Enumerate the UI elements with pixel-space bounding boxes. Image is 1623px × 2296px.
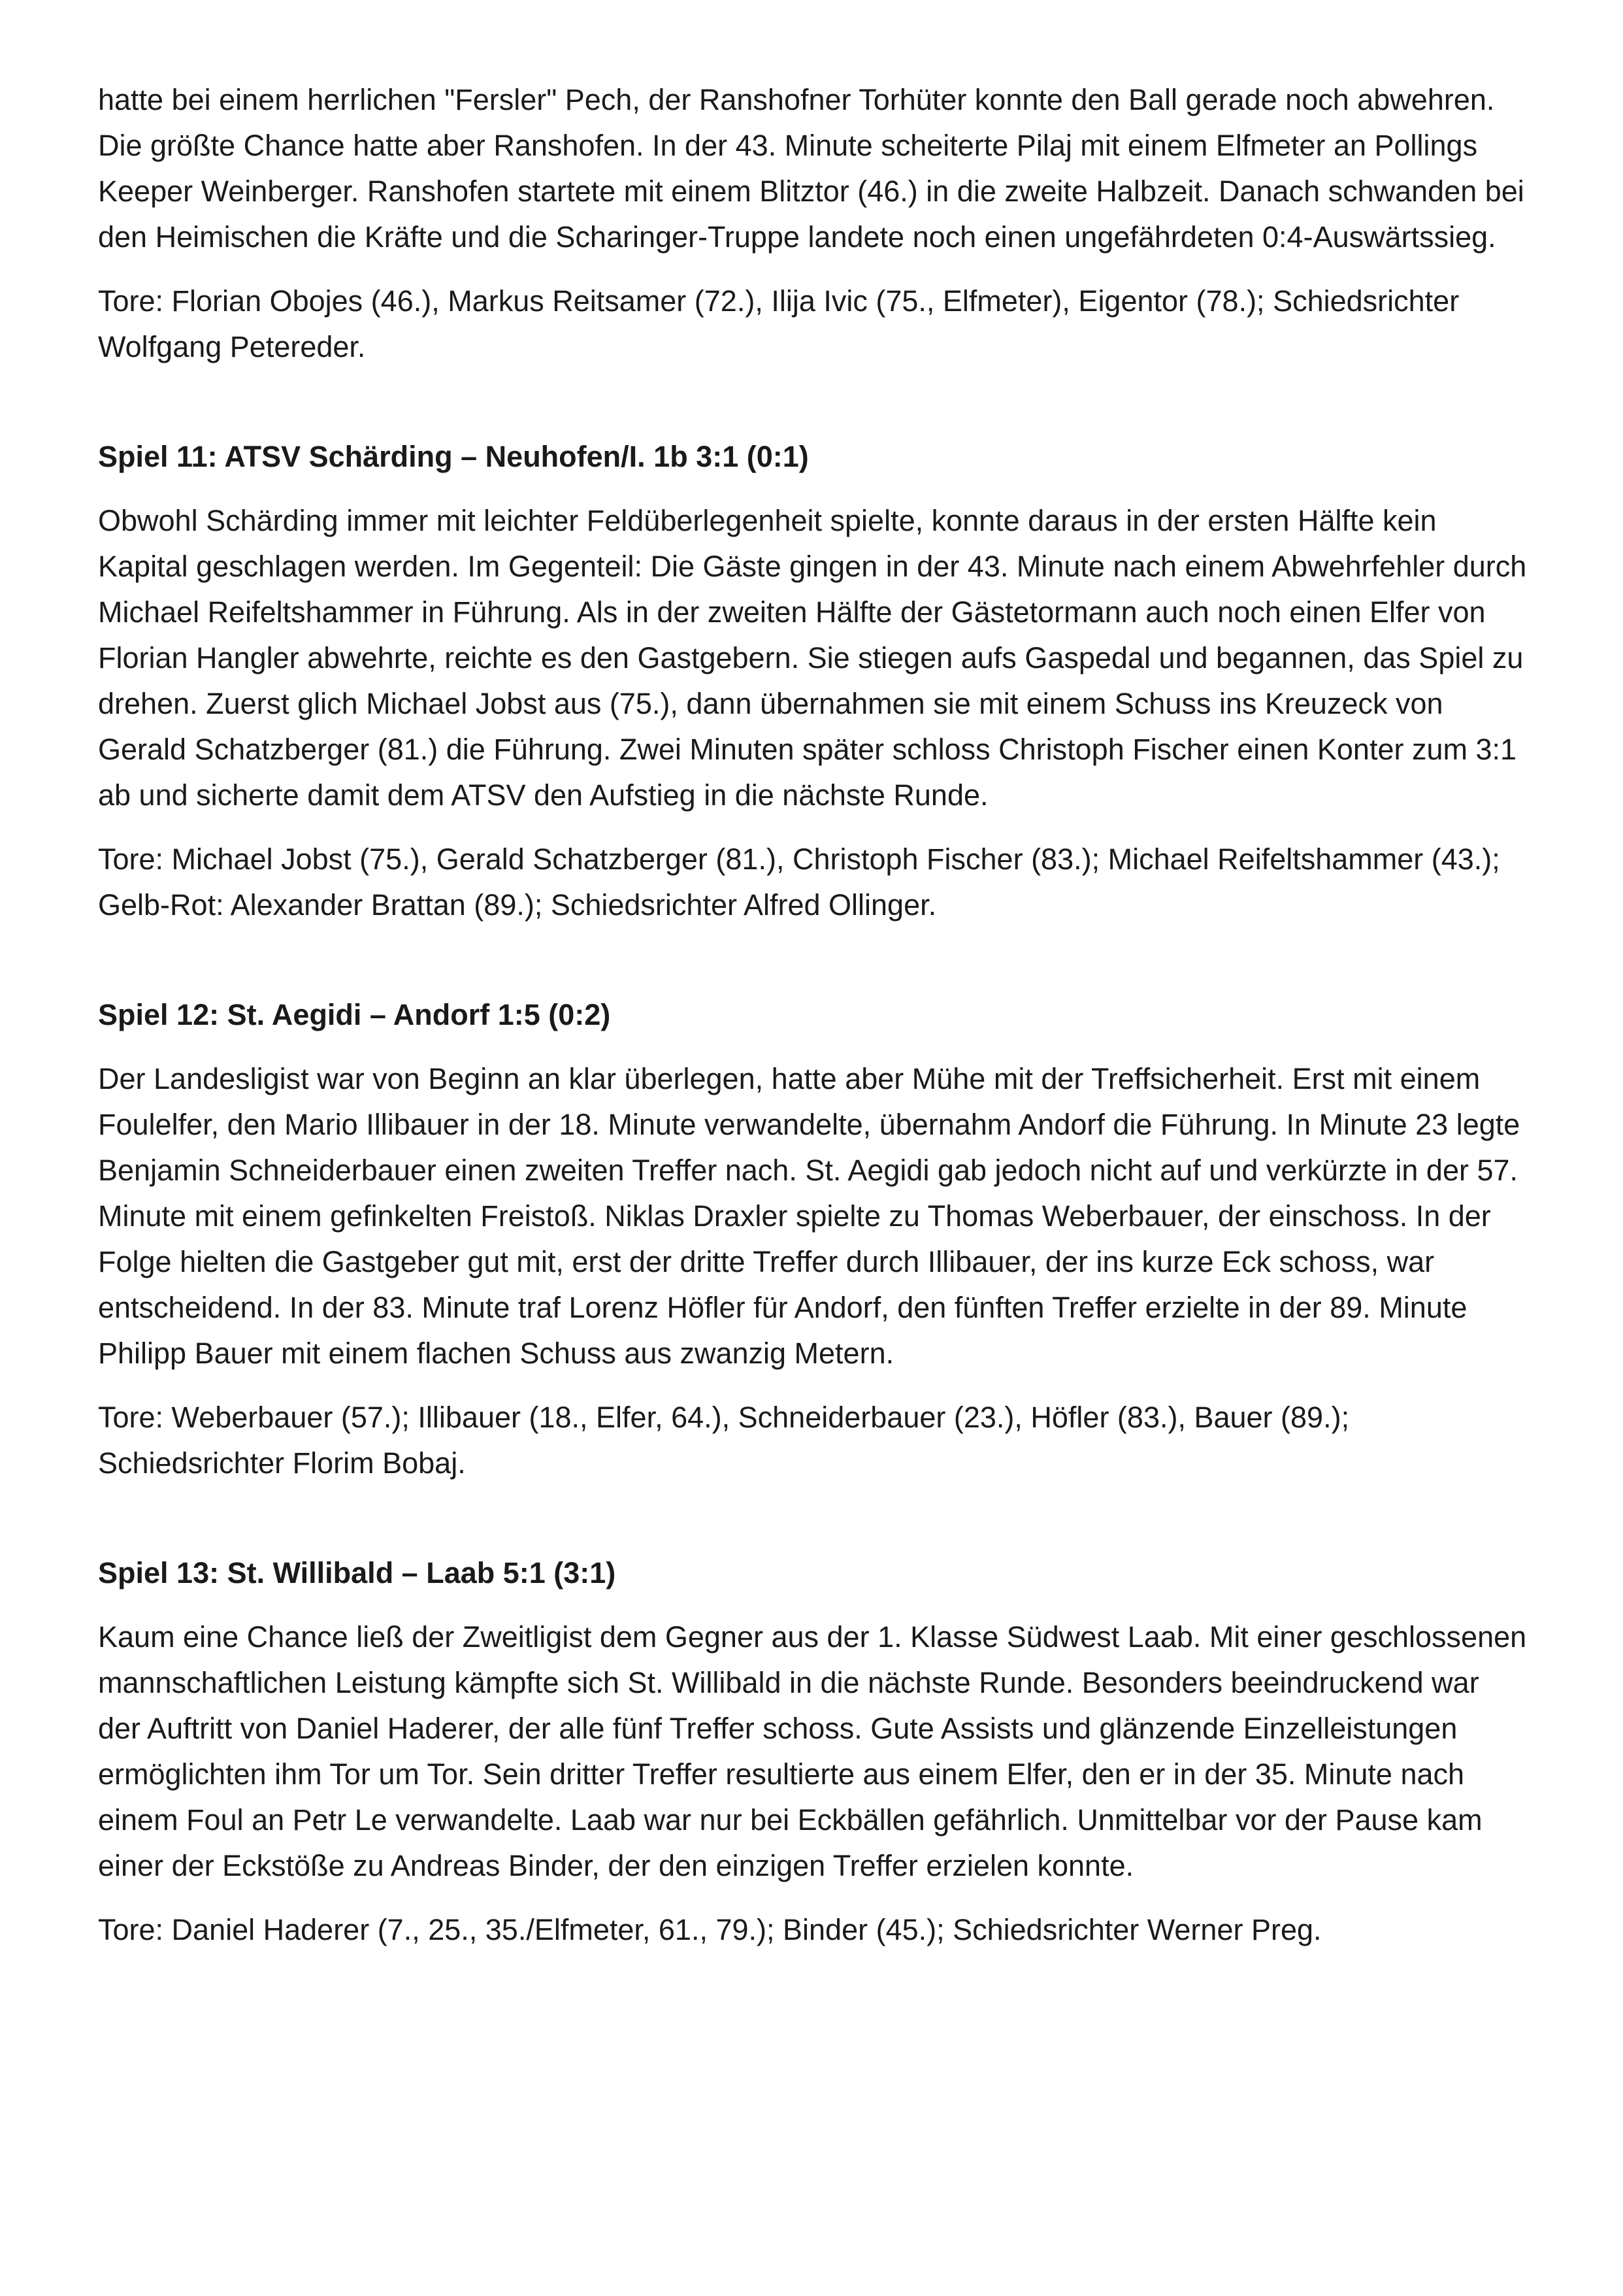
game-report: Obwohl Schärding immer mit leichter Feldüberlegenheit spielte, konnte daraus in der ersten Hälfte kein Kapital geschlagen werden. Im Gegenteil: Die Gäste gingen in der 43. Minute nach einem Abwehrfehler durch Michael Reifeltshammer in Führung. Als in der zweiten Hälfte der Gästetormann auch noch einen Elfer von Florian Hangler abwehrte, reichte es den Gastgebern. Sie stiegen aufs Gaspedal und begannen, das Spiel zu drehen. Zuerst glich Michael Jobst aus (75.), dann übernahmen sie mit einem Schuss ins Kreuzeck von Gerald Schatzberger (81.) die Führung. Zwei Minuten später schloss Christoph Fischer einen Konter zum 3:1 ab und sicherte damit dem ATSV den Aufstieg in die nächste Runde.	[98, 504, 1527, 812]
game-11	[98, 434, 1529, 928]
intro-goals: Tore: Florian Obojes (46.), Markus Reitsamer (72.), Ilija Ivic (75., Elfmeter), Eigentor (78.); Schiedsrichter Wolfgang Petereder.	[98, 284, 1460, 363]
game-heading: Spiel 12: St. Aegidi – Andorf 1:5 (0:2)	[98, 998, 611, 1031]
game-report: Der Landesligist war von Beginn an klar überlegen, hatte aber Mühe mit der Treffsicherheit. Erst mit einem Foulelfer, den Mario Illibauer in der 18. Minute verwandelte, übernahm Andorf die Führung. In Minute 23 legte Benjamin Schneiderbauer einen zweiten Treffer nach. St. Aegidi gab jedoch nicht auf und verkürzte in der 57. Minute mit einem gefinkelten Freistoß. Niklas Draxler spielte zu Thomas Weberbauer, der einschoss. In der Folge hielten die Gastgeber gut mit, erst der dritte Treffer durch Illibauer, der ins kurze Eck schoss, war entscheidend. In der 83. Minute traf Lorenz Höfler für Andorf, den fünften Treffer erzielte in der 89. Minute Philipp Bauer mit einem flachen Schuss aus zwanzig Metern.	[98, 1062, 1520, 1370]
intro-report: hatte bei einem herrlichen "Fersler" Pech, der Ranshofner Torhüter konnte den Ball gerade noch abwehren. Die größte Chance hatte aber Ranshofen. In der 43. Minute scheiterte Pilaj mit einem Elfmeter an Pollings Keeper Weinberger. Ranshofen startete mit einem Blitztor (46.) in die zweite Halbzeit. Danach schwanden bei den Heimischen die Kräfte und die Scharinger-Truppe landete noch einen ungefährdeten 0:4-Auswärtssieg.	[98, 83, 1524, 254]
game-12	[98, 992, 1529, 1486]
game-heading: Spiel 13: St. Willibald – Laab 5:1 (3:1)	[98, 1556, 616, 1589]
section-spacer	[98, 1505, 1529, 1550]
section-spacer	[98, 388, 1529, 434]
section-spacer	[98, 946, 1529, 992]
game-13	[98, 1550, 1529, 1953]
document-page	[98, 77, 1529, 1971]
game-goals: Tore: Daniel Haderer (7., 25., 35./Elfmeter, 61., 79.); Binder (45.); Schiedsrichter Werner Preg.	[98, 1913, 1322, 1946]
game-goals: Tore: Weberbauer (57.); Illibauer (18., Elfer, 64.), Schneiderbauer (23.), Höfler (83.), Bauer (89.); Schiedsrichter Florim Bobaj.	[98, 1401, 1350, 1480]
game-heading: Spiel 11: ATSV Schärding – Neuhofen/I. 1b 3:1 (0:1)	[98, 440, 809, 473]
game-report: Kaum eine Chance ließ der Zweitligist dem Gegner aus der 1. Klasse Südwest Laab. Mit einer geschlossenen mannschaftlichen Leistung kämpfte sich St. Willibald in die nächste Runde. Besonders beeindruckend war der Auftritt von Daniel Haderer, der alle fünf Treffer schoss. Gute Assists und glänzende Einzelleistungen ermöglichten ihm Tor um Tor. Sein dritter Treffer resultierte aus einem Elfer, den er in der 35. Minute nach einem Foul an Petr Le verwandelte. Laab war nur bei Eckbällen gefährlich. Unmittelbar vor der Pause kam einer der Eckstöße zu Andreas Binder, der den einzigen Treffer erzielen konnte.	[98, 1620, 1527, 1882]
game-goals: Tore: Michael Jobst (75.), Gerald Schatzberger (81.), Christoph Fischer (83.); Michael Reifeltshammer (43.); Gelb-Rot: Alexander Brattan (89.); Schiedsrichter Alfred Ollinger.	[98, 842, 1500, 922]
